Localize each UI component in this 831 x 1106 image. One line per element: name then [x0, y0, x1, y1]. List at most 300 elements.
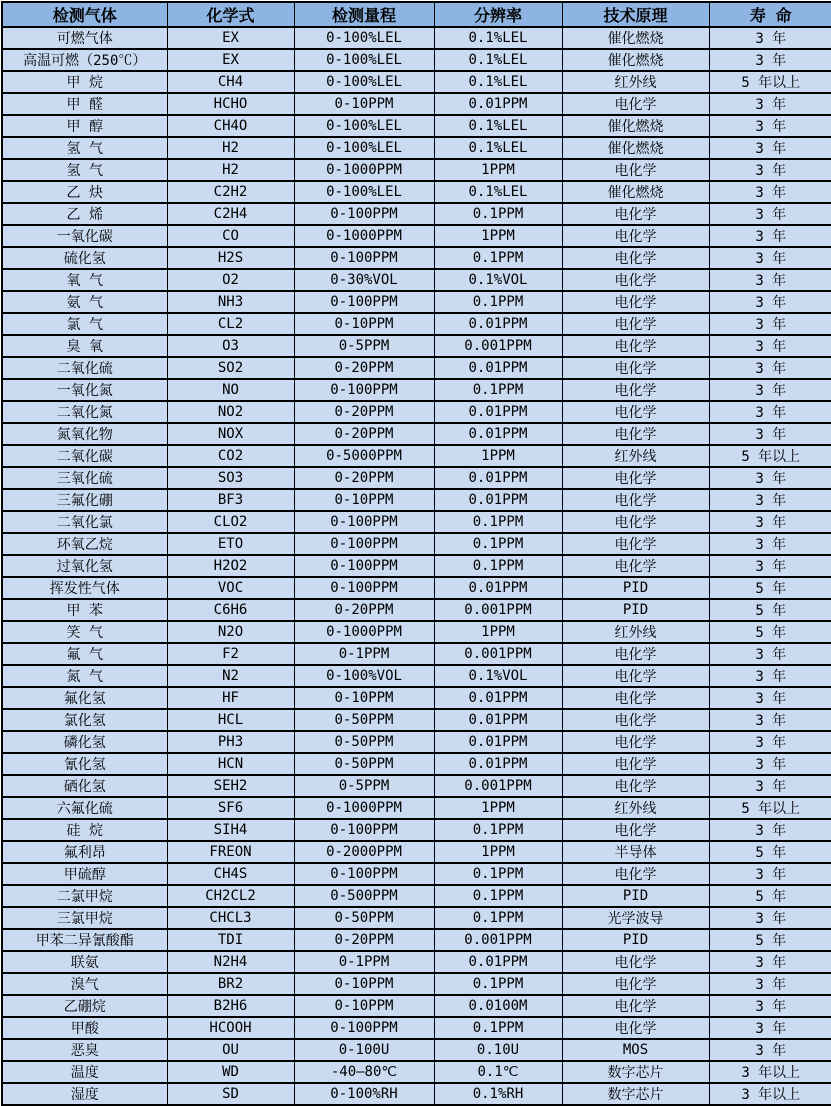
table-cell: 3 年 — [709, 225, 831, 247]
table-cell: 联氨 — [2, 951, 167, 973]
table-cell: 甲 苯 — [2, 599, 167, 621]
table-cell: 3 年 — [709, 379, 831, 401]
table-cell: 0-100PPM — [294, 511, 434, 533]
table-cell: 氨 气 — [2, 291, 167, 313]
table-cell: 0.001PPM — [434, 929, 562, 951]
table-cell: 高温可燃（250℃） — [2, 49, 167, 71]
table-cell: 数字芯片 — [562, 1083, 709, 1105]
table-header-row — [2, 2, 831, 27]
table-row — [2, 797, 831, 819]
table-cell: 氢 气 — [2, 137, 167, 159]
table-cell: 3 年 — [709, 93, 831, 115]
table-row — [2, 335, 831, 357]
table-cell: PID — [562, 577, 709, 599]
table-cell: 湿度 — [2, 1083, 167, 1105]
table-cell: ETO — [167, 533, 294, 555]
table-cell: 电化学 — [562, 335, 709, 357]
table-cell: 0.01PPM — [434, 577, 562, 599]
table-cell: CO2 — [167, 445, 294, 467]
table-cell: 电化学 — [562, 467, 709, 489]
table-cell: 数字芯片 — [562, 1061, 709, 1083]
table-cell: CH4S — [167, 863, 294, 885]
table-cell: 0.1PPM — [434, 863, 562, 885]
column-header-resolution: 分辨率 — [434, 2, 562, 27]
table-cell: 5 年 — [709, 621, 831, 643]
table-cell: 0-20PPM — [294, 599, 434, 621]
table-cell: 0.1PPM — [434, 203, 562, 225]
table-cell: 0.1PPM — [434, 533, 562, 555]
table-cell: SD — [167, 1083, 294, 1105]
column-header-lifespan: 寿 命 — [709, 2, 831, 27]
table-cell: CHCL3 — [167, 907, 294, 929]
table-cell: SO2 — [167, 357, 294, 379]
table-row — [2, 49, 831, 71]
table-cell: 电化学 — [562, 159, 709, 181]
table-cell: 氮 气 — [2, 665, 167, 687]
table-row — [2, 313, 831, 335]
table-cell: 臭 氧 — [2, 335, 167, 357]
table-cell: 硫化氢 — [2, 247, 167, 269]
table-cell: CLO2 — [167, 511, 294, 533]
table-cell: 甲硫醇 — [2, 863, 167, 885]
table-cell: 0-10PPM — [294, 687, 434, 709]
table-cell: 电化学 — [562, 533, 709, 555]
table-cell: 3 年 — [709, 467, 831, 489]
table-row — [2, 995, 831, 1017]
table-cell: EX — [167, 49, 294, 71]
table-cell: 5 年 — [709, 599, 831, 621]
table-cell: 0-10PPM — [294, 995, 434, 1017]
table-cell: 0-10PPM — [294, 973, 434, 995]
table-row — [2, 753, 831, 775]
table-cell: CH4 — [167, 71, 294, 93]
table-cell: 0.1PPM — [434, 973, 562, 995]
table-cell: 0.1PPM — [434, 1017, 562, 1039]
table-cell: 0.01PPM — [434, 753, 562, 775]
table-cell: F2 — [167, 643, 294, 665]
table-cell: 0-100PPM — [294, 203, 434, 225]
table-cell: PH3 — [167, 731, 294, 753]
table-cell: 电化学 — [562, 225, 709, 247]
table-cell: 笑 气 — [2, 621, 167, 643]
table-cell: 二氧化硫 — [2, 357, 167, 379]
table-cell: 0-100PPM — [294, 577, 434, 599]
table-cell: EX — [167, 27, 294, 49]
table-cell: 0.1%LEL — [434, 71, 562, 93]
table-cell: 0.001PPM — [434, 599, 562, 621]
table-cell: 0.01PPM — [434, 313, 562, 335]
column-header-formula: 化学式 — [167, 2, 294, 27]
table-cell: 1PPM — [434, 841, 562, 863]
table-cell: 3 年 — [709, 203, 831, 225]
table-row — [2, 489, 831, 511]
table-cell: 0.1%VOL — [434, 665, 562, 687]
table-cell: NO2 — [167, 401, 294, 423]
table-cell: 氯化氢 — [2, 709, 167, 731]
table-cell: 1PPM — [434, 159, 562, 181]
table-cell: SEH2 — [167, 775, 294, 797]
table-cell: 0-20PPM — [294, 401, 434, 423]
table-cell: TDI — [167, 929, 294, 951]
table-row — [2, 181, 831, 203]
table-cell: 0-10PPM — [294, 489, 434, 511]
table-cell: SF6 — [167, 797, 294, 819]
table-cell: SO3 — [167, 467, 294, 489]
table-cell: 3 年 — [709, 709, 831, 731]
table-cell: 乙 烯 — [2, 203, 167, 225]
table-cell: 0.01PPM — [434, 731, 562, 753]
table-cell: 3 年 — [709, 1039, 831, 1061]
table-cell: HCOOH — [167, 1017, 294, 1039]
table-cell: 0.01PPM — [434, 401, 562, 423]
table-cell: 硅 烷 — [2, 819, 167, 841]
table-row — [2, 1039, 831, 1061]
table-cell: 0-100%LEL — [294, 49, 434, 71]
table-cell: O2 — [167, 269, 294, 291]
table-cell: 0-100%LEL — [294, 115, 434, 137]
table-row — [2, 709, 831, 731]
table-cell: 电化学 — [562, 643, 709, 665]
table-cell: 1PPM — [434, 621, 562, 643]
table-cell: 电化学 — [562, 357, 709, 379]
table-cell: 红外线 — [562, 797, 709, 819]
table-cell: 0.001PPM — [434, 775, 562, 797]
table-cell: 0.1%LEL — [434, 181, 562, 203]
table-cell: H2 — [167, 159, 294, 181]
table-cell: 电化学 — [562, 423, 709, 445]
table-cell: 氟利昂 — [2, 841, 167, 863]
table-cell: VOC — [167, 577, 294, 599]
table-cell: CH2CL2 — [167, 885, 294, 907]
table-cell: 电化学 — [562, 973, 709, 995]
table-cell: NOX — [167, 423, 294, 445]
table-cell: 氢 气 — [2, 159, 167, 181]
table-cell: 电化学 — [562, 379, 709, 401]
table-row — [2, 929, 831, 951]
column-header-principle: 技术原理 — [562, 2, 709, 27]
table-cell: 3 年 — [709, 511, 831, 533]
table-row — [2, 159, 831, 181]
table-cell: 0-1000PPM — [294, 225, 434, 247]
table-cell: 甲酸 — [2, 1017, 167, 1039]
table-cell: 0.01PPM — [434, 951, 562, 973]
table-cell: 电化学 — [562, 555, 709, 577]
table-cell: 0-5PPM — [294, 775, 434, 797]
table-cell: 3 年 — [709, 555, 831, 577]
table-cell: 0-2000PPM — [294, 841, 434, 863]
table-row — [2, 951, 831, 973]
table-cell: 0-100PPM — [294, 555, 434, 577]
table-cell: 3 年 — [709, 115, 831, 137]
table-cell: 0-5000PPM — [294, 445, 434, 467]
table-cell: 电化学 — [562, 665, 709, 687]
table-cell: WD — [167, 1061, 294, 1083]
table-cell: BF3 — [167, 489, 294, 511]
table-cell: 0-1PPM — [294, 951, 434, 973]
table-cell: 0-10PPM — [294, 313, 434, 335]
table-cell: 0.001PPM — [434, 643, 562, 665]
table-cell: C2H2 — [167, 181, 294, 203]
table-cell: 氧 气 — [2, 269, 167, 291]
table-cell: 1PPM — [434, 445, 562, 467]
table-row — [2, 115, 831, 137]
table-cell: 3 年 — [709, 27, 831, 49]
table-cell: 催化燃烧 — [562, 49, 709, 71]
table-cell: 0-100%LEL — [294, 181, 434, 203]
table-row — [2, 379, 831, 401]
table-cell: 温度 — [2, 1061, 167, 1083]
table-cell: 甲 烷 — [2, 71, 167, 93]
table-cell: 挥发性气体 — [2, 577, 167, 599]
table-row — [2, 621, 831, 643]
table-cell: 乙 炔 — [2, 181, 167, 203]
table-cell: 0-100PPM — [294, 247, 434, 269]
table-row — [2, 269, 831, 291]
table-cell: 0.1%LEL — [434, 137, 562, 159]
table-cell: 环氧乙烷 — [2, 533, 167, 555]
table-cell: 过氧化氢 — [2, 555, 167, 577]
table-row — [2, 973, 831, 995]
table-cell: 氰化氢 — [2, 753, 167, 775]
table-cell: 0-100%LEL — [294, 71, 434, 93]
table-cell: 3 年 — [709, 687, 831, 709]
table-cell: CO — [167, 225, 294, 247]
table-row — [2, 863, 831, 885]
table-cell: HCHO — [167, 93, 294, 115]
table-cell: 乙硼烷 — [2, 995, 167, 1017]
table-cell: 5 年 — [709, 841, 831, 863]
table-cell: CH4O — [167, 115, 294, 137]
table-cell: 0.1PPM — [434, 885, 562, 907]
table-cell: 氯 气 — [2, 313, 167, 335]
table-cell: 电化学 — [562, 951, 709, 973]
table-cell: HF — [167, 687, 294, 709]
table-cell: B2H6 — [167, 995, 294, 1017]
table-row — [2, 137, 831, 159]
table-cell: 一氧化碳 — [2, 225, 167, 247]
table-cell: MOS — [562, 1039, 709, 1061]
table-cell: 0.1PPM — [434, 247, 562, 269]
table-cell: 红外线 — [562, 445, 709, 467]
table-cell: 电化学 — [562, 93, 709, 115]
table-cell: 3 年 — [709, 401, 831, 423]
table-cell: 3 年 — [709, 357, 831, 379]
table-cell: 0-5PPM — [294, 335, 434, 357]
table-cell: 3 年 — [709, 995, 831, 1017]
table-cell: C6H6 — [167, 599, 294, 621]
table-row — [2, 907, 831, 929]
table-cell: 0-100PPM — [294, 533, 434, 555]
table-cell: 0.1%LEL — [434, 27, 562, 49]
table-cell: 3 年以上 — [709, 1061, 831, 1083]
table-cell: 0.01PPM — [434, 687, 562, 709]
table-cell: 电化学 — [562, 819, 709, 841]
table-cell: 一氧化氮 — [2, 379, 167, 401]
table-cell: 0-100%RH — [294, 1083, 434, 1105]
table-cell: 恶臭 — [2, 1039, 167, 1061]
table-cell: CL2 — [167, 313, 294, 335]
table-row — [2, 533, 831, 555]
table-cell: 0-50PPM — [294, 709, 434, 731]
table-cell: 电化学 — [562, 291, 709, 313]
table-cell: 3 年 — [709, 533, 831, 555]
table-cell: 电化学 — [562, 863, 709, 885]
table-row — [2, 775, 831, 797]
table-cell: H2O2 — [167, 555, 294, 577]
table-cell: 0-20PPM — [294, 423, 434, 445]
table-body — [2, 27, 831, 1105]
table-cell: 0-20PPM — [294, 929, 434, 951]
table-cell: 电化学 — [562, 775, 709, 797]
table-cell: PID — [562, 599, 709, 621]
table-cell: 3 年 — [709, 1017, 831, 1039]
column-header-gas: 检测气体 — [2, 2, 167, 27]
table-cell: 1PPM — [434, 225, 562, 247]
table-cell: N2 — [167, 665, 294, 687]
table-cell: 氮氧化物 — [2, 423, 167, 445]
table-cell: 3 年 — [709, 819, 831, 841]
table-cell: 电化学 — [562, 247, 709, 269]
table-row — [2, 841, 831, 863]
table-cell: 0.1PPM — [434, 511, 562, 533]
table-cell: 三氧化硫 — [2, 467, 167, 489]
table-cell: 0.1%VOL — [434, 269, 562, 291]
table-row — [2, 445, 831, 467]
table-row — [2, 1061, 831, 1083]
table-cell: 0-100PPM — [294, 379, 434, 401]
table-cell: 0.1PPM — [434, 291, 562, 313]
table-cell: FREON — [167, 841, 294, 863]
table-cell: 电化学 — [562, 511, 709, 533]
table-row — [2, 599, 831, 621]
table-cell: 0-20PPM — [294, 357, 434, 379]
table-cell: 磷化氢 — [2, 731, 167, 753]
table-cell: 3 年 — [709, 247, 831, 269]
table-cell: 3 年 — [709, 665, 831, 687]
table-row — [2, 401, 831, 423]
table-row — [2, 71, 831, 93]
table-cell: 三氟化硼 — [2, 489, 167, 511]
table-row — [2, 885, 831, 907]
table-cell: 0.01PPM — [434, 489, 562, 511]
table-cell: 0-100PPM — [294, 863, 434, 885]
table-row — [2, 687, 831, 709]
table-row — [2, 93, 831, 115]
table-cell: 硒化氢 — [2, 775, 167, 797]
table-cell: SIH4 — [167, 819, 294, 841]
table-row — [2, 225, 831, 247]
table-cell: 电化学 — [562, 995, 709, 1017]
table-cell: 0-1000PPM — [294, 621, 434, 643]
table-cell: 催化燃烧 — [562, 181, 709, 203]
table-cell: 电化学 — [562, 1017, 709, 1039]
table-row — [2, 511, 831, 533]
table-row — [2, 27, 831, 49]
table-cell: 0-30%VOL — [294, 269, 434, 291]
table-cell: O3 — [167, 335, 294, 357]
table-cell: 电化学 — [562, 313, 709, 335]
table-row — [2, 665, 831, 687]
table-row — [2, 291, 831, 313]
table-cell: 0.1%LEL — [434, 115, 562, 137]
table-cell: 3 年 — [709, 269, 831, 291]
table-cell: 催化燃烧 — [562, 137, 709, 159]
table-cell: 0.1PPM — [434, 907, 562, 929]
table-cell: 3 年 — [709, 291, 831, 313]
table-cell: 3 年 — [709, 907, 831, 929]
table-cell: 0.1PPM — [434, 555, 562, 577]
table-cell: 三氯甲烷 — [2, 907, 167, 929]
table-cell: 0-500PPM — [294, 885, 434, 907]
table-cell: 3 年 — [709, 181, 831, 203]
table-cell: 0.10U — [434, 1039, 562, 1061]
table-cell: PID — [562, 885, 709, 907]
table-cell: 0.01PPM — [434, 93, 562, 115]
table-cell: 5 年以上 — [709, 797, 831, 819]
table-cell: 3 年 — [709, 643, 831, 665]
table-cell: HCL — [167, 709, 294, 731]
table-cell: 电化学 — [562, 687, 709, 709]
table-row — [2, 1017, 831, 1039]
table-cell: 0-100%LEL — [294, 27, 434, 49]
table-cell: 0-100%LEL — [294, 137, 434, 159]
table-row — [2, 643, 831, 665]
table-row — [2, 731, 831, 753]
table-cell: 半导体 — [562, 841, 709, 863]
table-cell: 0-100PPM — [294, 819, 434, 841]
table-cell: 0.001PPM — [434, 335, 562, 357]
table-cell: 0-50PPM — [294, 753, 434, 775]
column-header-range: 检测量程 — [294, 2, 434, 27]
table-cell: 电化学 — [562, 203, 709, 225]
table-cell: 甲 醛 — [2, 93, 167, 115]
table-cell: HCN — [167, 753, 294, 775]
table-cell: 0-50PPM — [294, 731, 434, 753]
table-cell: 可燃气体 — [2, 27, 167, 49]
table-cell: 0.01PPM — [434, 423, 562, 445]
table-cell: 0-1PPM — [294, 643, 434, 665]
table-cell: BR2 — [167, 973, 294, 995]
table-cell: 0-50PPM — [294, 907, 434, 929]
table-cell: 催化燃烧 — [562, 27, 709, 49]
table-cell: 0.0100M — [434, 995, 562, 1017]
table-cell: 3 年以上 — [709, 1083, 831, 1105]
table-cell: 二氧化氯 — [2, 511, 167, 533]
table-cell: 3 年 — [709, 951, 831, 973]
table-cell: NO — [167, 379, 294, 401]
table-cell: 3 年 — [709, 335, 831, 357]
table-cell: 3 年 — [709, 973, 831, 995]
table-cell: 电化学 — [562, 401, 709, 423]
table-cell: 红外线 — [562, 621, 709, 643]
table-cell: 3 年 — [709, 423, 831, 445]
table-cell: 0.1PPM — [434, 819, 562, 841]
table-cell: 电化学 — [562, 269, 709, 291]
table-cell: 0.1%RH — [434, 1083, 562, 1105]
table-cell: PID — [562, 929, 709, 951]
table-cell: 光学波导 — [562, 907, 709, 929]
table-cell: 催化燃烧 — [562, 115, 709, 137]
table-cell: 5 年以上 — [709, 71, 831, 93]
table-cell: 3 年 — [709, 775, 831, 797]
table-cell: 二氧化碳 — [2, 445, 167, 467]
table-cell: H2 — [167, 137, 294, 159]
table-cell: 二氯甲烷 — [2, 885, 167, 907]
table-cell: 3 年 — [709, 753, 831, 775]
table-cell: 0-100U — [294, 1039, 434, 1061]
table-cell: 氟 气 — [2, 643, 167, 665]
table-cell: 0-100%VOL — [294, 665, 434, 687]
